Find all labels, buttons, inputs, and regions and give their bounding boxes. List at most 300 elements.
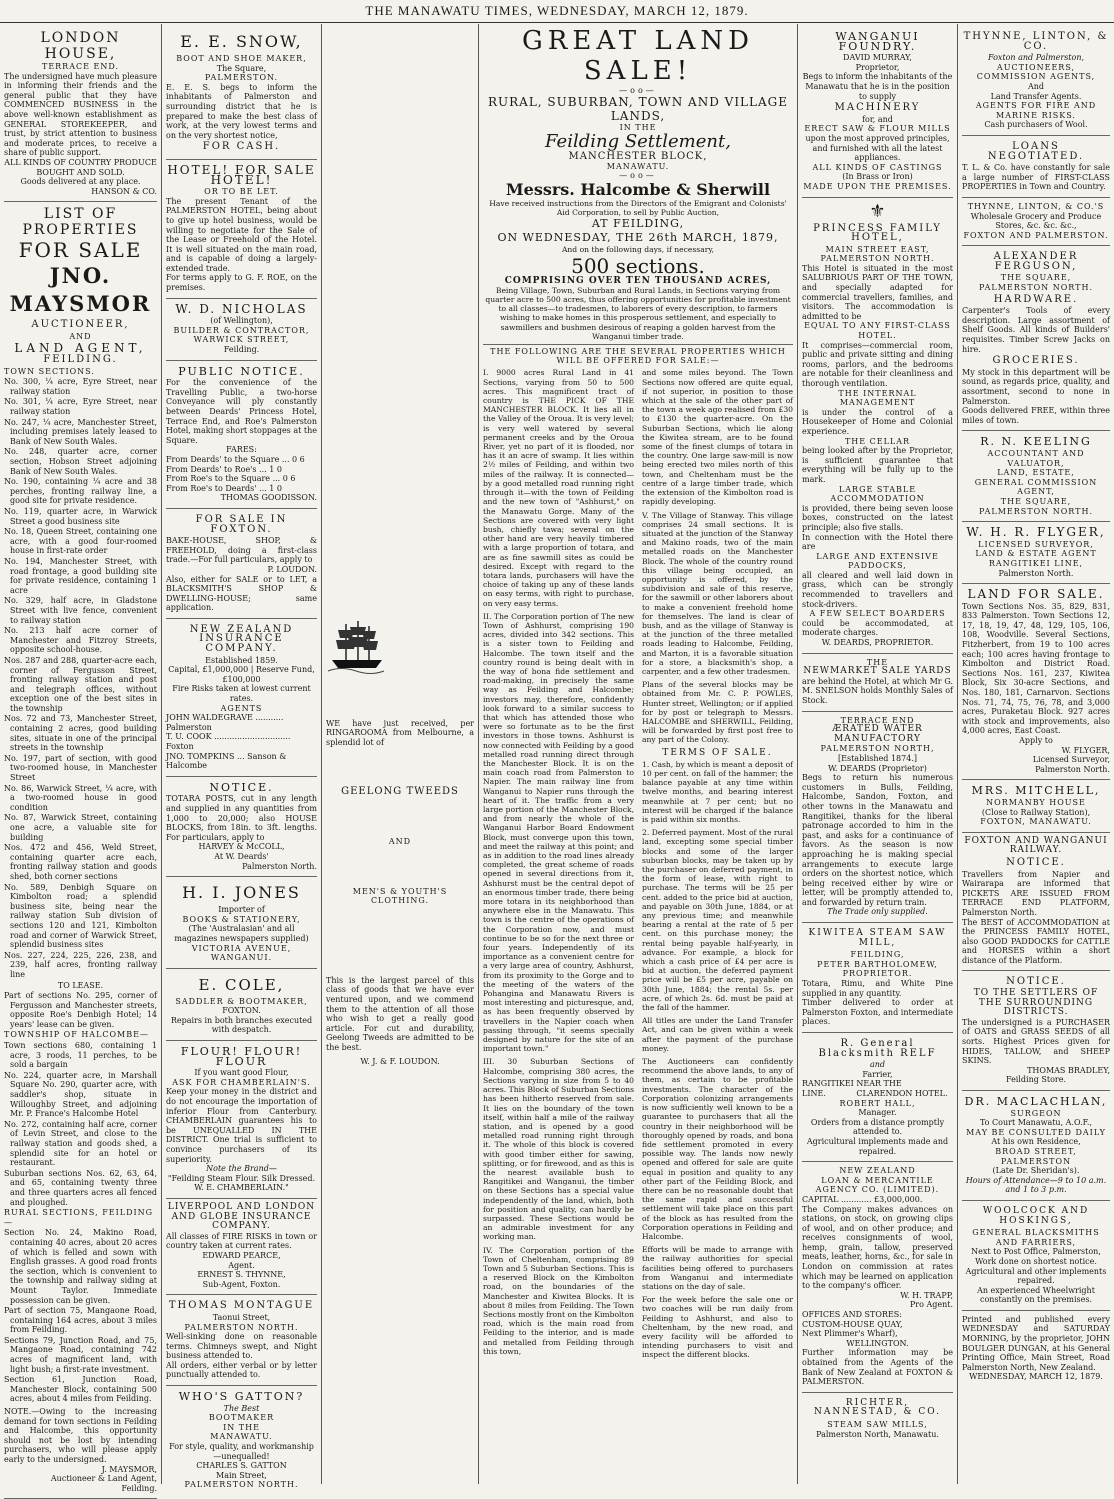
list-item: No. 119, quarter acre, in Warwick Street a good business site [4,507,157,526]
ad-line: AUCTIONEERS, COMMISSION AGENTS, [976,62,1096,82]
ad-line: The Trade only supplied. [827,907,928,917]
list-item: No. 197, part of section, with good two-roomed house, in Manchester Street [4,753,157,783]
ad-body: Orders from a distance promptly attended to. [810,1117,945,1137]
ad-line: for, and [862,114,893,124]
ad-title: LIVERPOOL AND LONDON AND GLOBE INSURANCE COMPANY. [167,1201,316,1232]
ad-body: WE have just received, per RINGAROOMA from Melbourne, a splendid lot of [326,718,474,747]
ad-title: R. General Blacksmith RELF [818,1038,937,1059]
ad-signature: EDWARD PEARCE, [202,1250,281,1260]
ad-title: MEN'S & YOUTH'S CLOTHING. [352,886,448,906]
ad-title: R. N. KEELING [980,435,1092,449]
column-7 [958,26,1114,1481]
ad-body: Keep your money in the district and do not encourage the importation of inferior Flour from Canterbury. CHAMBERLAIN guarantees his to be UNEQUALLED IN THE DISTRICT. One trial is sufficient to convince purchasers of its superiority. [166,1087,317,1164]
ad-title: LIST OF PROPERTIES [22,206,139,239]
ad-line: Established 1859. [205,655,278,665]
ad-title: THOMAS MONTAGUE [168,1300,315,1312]
ad-signature: Palmerston North. [1035,764,1110,774]
ad-line: LAND, ESTATE, [997,468,1075,478]
ad-line: BROAD STREET, PALMERSTON [995,1146,1077,1166]
ad-line: Farrier, [862,1069,893,1079]
ad-line: Capital, £1,000,000 | Reserve Fund, £100,000 [168,665,315,684]
ad-title: LOAN & MERCANTILE AGENCY CO. (LIMITED). [815,1175,940,1195]
agent-row: T. U. COOK .............................. Foxton [166,732,291,751]
ad-line: AND [69,331,92,341]
list-item: Sections 79, Junction Road, and 75, Mangaone Road, containing 742 acres of magnificent land, with light bush; a first-rate investment. [4,1335,157,1374]
list-item: Part of sections No. 295, corner of Fergusson and Manchester streets, opposite Roe's Denbigh Hotel; 14 years' lease can be given. [4,991,157,1029]
aerated-water-ad [802,712,953,923]
ad-line: Have received instructions from the Directors of the Emigrant and Colonists' Aid Corporation, to sell by Public Auction, [489,199,787,218]
ad-body: Begs to inform the inhabitants of the Manawatu that he is in the position to supply [802,72,953,101]
imprint [962,1311,1110,1387]
ad-title: HOTEL! FOR SALE HOTEL! [167,162,316,187]
ad-signature: Agent. [228,1260,255,1270]
ad-body: Travellers from Napier and Wairarapa are informed that PICKETS ARE ISSUED FROM TERRACE END PLATFORM, Palmerston North. [962,869,1110,917]
ad-title: FLOUR! FLOUR! FLOUR [180,1045,303,1068]
ad-body: Further information may be obtained from the Agents of the Bank of New Zealand at FOXTON & PALMERSTON. [802,1348,953,1387]
ad-body: Carpenter's Tools of every description. Large assortment of Shelf Goods. All kinds of Builders' requisites. Timber Screw Jacks on hire. [962,306,1110,354]
ad-line: THE SQUARE, [1000,496,1072,506]
list-item: Town sections 680, containing 1 acre, 3 roods, 11 perches, to be sold a bargain [4,1041,157,1070]
ad-title: W. D. NICHOLAS [175,301,308,316]
nz-insurance-ad [166,619,317,777]
ad-title: PUBLIC NOTICE. [178,364,305,378]
ad-line: CUSTOM-HOUSE QUAY, [802,1319,903,1329]
ad-signature: Auctioneer & Land Agent, [50,1474,157,1484]
ad-signature: CHARLES S. GATTON [196,1461,287,1471]
ad-signature: W. J. & F. LOUDON. [360,1056,440,1066]
ad-line: FEILDING, [850,950,905,960]
ad-line: MANAWATU. [606,161,670,171]
ad-body: Work done on shortest notice. Agricultural and other implements repaired. [965,1256,1107,1286]
ad-signature: Pro Agent. [909,1300,953,1310]
ad-line: NOTICE. [1006,976,1066,988]
ad-line: WARWICK STREET, [193,335,290,345]
ad-body: Begs to return his numerous customers in Bulls, Feilding, Halcombe, Sandon, Foxton, and other towns in the Manawatu and Rangitikei, thanks for the liberal patronage accorded to him in the past, and asks for a continuance of favors. As the season is now approaching he is making special arrangements to execute large orders on the shortest notice, which being received either by wire or letter, will be promptly attended to, and forwarded by return train. [802,773,953,907]
keeling-ad [962,431,1110,522]
ad-line: AGENTS [220,703,263,713]
ad-line: Apply to [1019,736,1053,745]
ad-line: A FEW SELECT BOARDERS [809,609,946,619]
relf-locations [802,1079,953,1098]
ad-signature: ERNEST S. THYNNE, [197,1270,286,1280]
kiwitea-ad [802,923,953,1033]
ad-line: ALL KINDS OF COUNTRY PRODUCE BOUGHT AND SOLD. [4,157,157,177]
ad-body: For the convenience of the Travelling Public, a two-horse Conveyance will ply constantly between Deards' Princess Hotel, Terrace End, and Roe's Palmerston Hotel, making short stoppages at the Square. [166,378,317,445]
ad-line: VICTORIA AVENUE, [191,943,292,953]
foundry-ad [802,26,953,198]
ad-line: To Court Manawatu, A.O.F., [979,1118,1093,1128]
ad-line: (Close to Railway Station), [981,807,1091,817]
ad-line: THE FOLLOWING ARE THE SEVERAL PROPERTIES WHICH WILL BE OFFERED FOR SALE:— [483,344,793,365]
ad-line: WANGANUI. [210,953,273,963]
ad-line: DAVID MURRAY, [843,53,912,63]
list-item: No. 329, half acre, in Gladstone Street with live fence, convenient to railway station [4,596,157,625]
maclachlan-ad [962,1091,1110,1201]
ad-signature: J. MAYSMOR, [101,1464,157,1474]
list-item: No. 224, quarter acre, in Marshall Square No. 290, quarter acre, with saddler's shop, situate in Willoughby Street, and adjoining Mr. P. France's Halcombe Hotel [4,1070,157,1119]
ad-body: In connection with the Hotel there are [802,532,953,552]
ad-line: LARGE STABLE ACCOMMODATION [830,484,925,504]
gatton-ad [166,1386,317,1495]
ad-line: MADE UPON THE PREMISES. [803,181,952,191]
ad-line: (Late Dr. Sheridan's). [992,1166,1080,1176]
ad-title: PRINCESS FAMILY HOTEL, [813,222,942,244]
ad-title: ÆRATED WATER MANUFACTORY [832,724,923,744]
ad-line: ERECT SAW & FLOUR MILLS [804,124,951,134]
ad-signature: HARVEY & McCOLL, [198,842,285,852]
ad-title: GREAT LAND SALE! [522,26,754,86]
list-item: No. 87, Warwick Street, containing one acre, a valuable site for building [4,813,157,842]
ad-line: ACCOUNTANT AND VALUATOR, [987,448,1085,468]
ornament: —oo— [619,170,657,180]
ad-line: EQUAL TO ANY FIRST-CLASS HOTEL. [804,321,951,341]
ad-body: Goods delivered FREE, within three miles of town. [962,406,1110,425]
property-item: and some miles beyond. The Town Sections now offered are quite equal, if not superior, in position to those which at the sale of the other part of the town a week ago realised from £30 to £130 the quarter-acre. On the Suburban Sections, which lie along the Kiwitea stream, are to be found some of the finest clumps of totara in the country. One large saw-mill is now being erected two miles north of this town, and Cheltenham must be the centre of a large timber trade, which the extension of the Kimbolton road is rapidly developing. [642,368,793,507]
ad-line: Palmerston North. [998,568,1074,578]
ad-signature: THOMAS BRADLEY, [1027,1065,1110,1075]
ad-body: could be accommodated, at moderate charges. [802,618,953,638]
ad-line: THE CELLAR [844,436,911,446]
section-heading: GROCERIES. [992,355,1080,367]
ad-title: W. H. R. FLYGER, [966,525,1106,540]
list-item: No. 86, Warwick Street, ¼ acre, with a two-roomed house in good condition [4,783,157,812]
ad-signature: HANSON & CO. [91,186,157,196]
maysmor-ad [4,202,157,1499]
ad-title: H. I. JONES [182,883,301,903]
ornament: —oo— [619,86,657,95]
column-3 [322,26,478,1481]
newmarket-ad [802,654,953,712]
ad-line: BOOKS & STATIONERY, [182,914,301,924]
ad-title: E. E. SNOW, [180,32,303,51]
property-item: III. 30 Suburban Sections of Halcombe, comprising 380 acres, the Sections varying in size from 5 to 40 acres. This Block of Suburban Sections has been hitherto reserved from sale. It lies on the boundary of the town itself, within half a mile of the railway station, and is opened by a good metalled road running right through it. The whole of this block is covered with good timber either for sawing, splitting, or for firewood, and as this is the nearest available bush to Rangitikei and Wanganui, the timber on these Sections has a special value independently of the land, which, both for position and quality, can hardly be surpassed. These Sections would be an admirable investment for any working man. [483,1057,634,1242]
ad-body: Timber delivered to order at Palmerston Foxton, and intermediate places. [802,998,953,1027]
ad-line: THE [866,657,889,667]
woolcock-ad [962,1201,1110,1311]
section-heading: TO LEASE. [57,980,104,990]
montague-ad [166,1295,317,1386]
ad-line: Next Plimmer's Wharf), [802,1329,898,1339]
list-item: No. 300, ¼ acre, Eyre Street, near railway station [4,377,157,396]
ad-body: Town Sections Nos. 35, 829, 831, 833 Palmerston. Town Sections 12, 17, 18, 19, 47, 48, 129, 105, 106, 108, Woodville. Several Sections, Fitzherbert, from 19 to 100 acres each; 100 acres having frontage to Kimbolton and District Road. Sections Nos. 161, 237, Kiwitea Block, Six 30-acre Sections, and Nos. 180, 181, Carnarvon. Sections Nos. 71, 74, 75, 76, 78, and 3,000 acres, Puraketau Block. 927 acres with stock and improvements, also 4,000 acres, East Coast. [962,601,1110,736]
section-heading: TERMS OF SALE. [662,747,773,758]
ad-line: FOXTON, MANAWATU. [980,817,1092,827]
list-item: Part of section 75, Mangaone Road, containing 164 acres, about 3 miles from Feilding. [4,1306,157,1335]
ad-line: Feilding. [223,345,260,355]
ad-body: upon the most approved principles, and furnished with all the latest appliances. [805,133,950,163]
imprint-text: Printed and published every WEDNESDAY and SATURDAY MORNING, by the proprietor, JOHN BOULGER DUNGAN, at his General Printing Office, Main Street, Road Palmerston North, New Zealand. [962,1314,1110,1372]
section-heading: TOWNSHIP OF HALCOMBE— [4,1030,149,1040]
ad-signature: W. FLYGER, [1061,745,1110,755]
foxton-sale-ad [166,509,317,619]
ad-title: E. COLE, [198,975,285,994]
ad-body: Well-sinking done on reasonable terms. Chimneys swept, and Night business attended to. [166,1332,317,1361]
ad-title: ALEXANDER FERGUSON, [993,251,1079,272]
ad-line: PETER BARTHOLOMEW, [817,959,938,969]
ad-line: AGENTS FOR FIRE AND MARINE RISKS. [975,101,1097,120]
ad-line: And on the following days, if necessary, [561,245,715,255]
ad-title: FOR SALE [18,238,143,263]
ad-body: My stock in this department will be sound, as regards price, quality, and assortment, second to none in Palmerston. [962,367,1110,406]
flour-ad [166,1041,317,1199]
ad-line: Foxton and Palmerston, [987,53,1085,63]
ad-line: ROBERT HALL, [839,1098,916,1108]
property-item: V. The Village of Stanway. This village comprises 24 small sections. It is situated at the junction of the Stanway and Makino roads, two of the main metalled roads on the Manchester Block. The whole of the country round this village being occupied, an opportunity is offered, by the subdivision and sale of this reserve, for the sawmill or other laborers about to make a convenient freehold home for themselves. The land is clear of bush, and as the village of Stanway is at the junction of the three metalled roads leading to Halcombe, Feilding, and Marton, it is a favorable situation for a store, a blacksmith's shop, a carpenter, and a few other tradesmen. [642,510,793,676]
ad-line: MANCHESTER BLOCK, [568,151,708,163]
ad-line: NOTICE. [1006,856,1066,868]
liverpool-insurance-ad [166,1199,317,1295]
ad-title: THYNNE, LINTON, & CO.'S [967,201,1105,211]
ad-line: Taonui Street, [212,1312,271,1322]
ad-body: Repairs in both branches executed with despatch. [170,1015,313,1035]
ad-title: DR. MACLACHLAN, [964,1095,1108,1108]
ad-title: GEELONG TWEEDS [341,786,459,798]
imprint-date: WEDNESDAY, MARCH 12, 1879. [969,1372,1103,1382]
ship-icon [326,616,386,676]
ferguson-ad [962,246,1110,431]
ad-line: FOXTON. [222,1006,261,1016]
relf-ad [802,1033,953,1162]
ad-body: All classes of FIRE RISKS in town or country taken at current rates. [166,1231,317,1251]
list-item: No. 18, Queen Street, containing one acre, with a good four-roomed house in first-rate order [4,527,157,556]
list-item: No. 301, ¼ acre, Eyre Street, near railway station [4,397,157,417]
ad-line: LARGE AND EXTENSIVE PADDOCKS, [816,551,939,571]
ad-body: The Company makes advances on stations, on stock, on growing clips of wool, and on other produce; and receives consignments of wool, hemp, grain, tallow, preserved meats, leather, horns, &c., for sale in London on commission at rates which may be learned on application to the company's officer. [802,1204,953,1291]
list-item: No. 248, quarter acre, corner section, Hobson Street adjoining Bank of New South Wales. [4,447,157,476]
ad-line: LAND & ESTATE AGENT [975,549,1097,559]
ad-title: NOTICE. [209,780,274,794]
ad-line: ON WEDNESDAY, THE 26th MARCH, 1879, [497,231,779,245]
ad-line: Importer of [218,905,265,915]
ad-body: For terms apply to G. F. ROE, on the premises. [166,273,317,293]
ad-title: FOXTON AND WANGANUI RAILWAY. [964,835,1108,856]
ad-line: IN THE [223,1422,260,1432]
ad-signature: W. DEARDS, PROPRIETOR. [821,638,934,648]
agent-row: JNO. TOMPKINS ... Sanson & Halcombe [166,751,287,771]
ad-line: WELLINGTON. [846,1338,909,1348]
terms-item: Efforts will be made to arrange with the railway authorities for special facilities being offered to purchasers from Wanganui and intermediate stations on the day of sale. [642,1245,793,1291]
ad-body: all cleared and well laid down in grass, which can be strongly recommended to travellers and stock-drivers. [802,570,953,609]
ad-title: Messrs. Halcombe & Sherwill [505,180,771,200]
ad-body: All orders, either verbal or by letter punctually attended to. [166,1360,317,1380]
ad-line: Fire Risks taken at lowest current rates. [172,684,311,704]
ad-body: are behind the Hotel, at which Mr G. M. SNELSON holds Monthly Sales of Stock. [802,676,953,705]
ad-line: COMPRISING OVER TEN THOUSAND ACRES, [504,275,772,286]
property-item: I. 9000 acres Rural Land in 41 Sections, varying from 50 to 500 acres. This magnificent tract of country is THE PICK OF THE MANCHESTER BLOCK. It lies all in the Valley of the Oroua. It is very level; is very well watered by several permanent creeks and by the Oroua River, yet no part of it is flooded, nor has it an acre of swamp. It lies within 2½ miles of Feilding, and within two miles of the railway. It is connected—by a good metalled road running right through it—with the town of Feilding and the new town of "Ashhurst," on the Manawatu Gorge. Many of the Sections are covered with very light bush, chiefly tawa; several on the other hand are very heavily timbered with a large proportion of totara, and are as fine sawmill sites as could be desired. Except with regard to the totara lands, purchasers will have the choice of taking up any of these lands on easy terms, with right to purchase, on very easy terms. [483,368,634,608]
ad-body: The undersigned is a PURCHASER of OATS and GRASS SEEDS of all sorts. Highest Prices given for HIDES, TALLOW, and SHEEP SKINS. [962,1017,1110,1066]
ad-body: For style, quality, and workmanship—unequalled! [169,1442,314,1461]
ad-line: FOR CASH. [202,141,281,153]
ad-line: Cash purchasers of Wool. [984,120,1088,130]
ad-line: AT FEILDING, [591,217,685,231]
ad-title: NEW ZEALAND [839,1166,916,1176]
ad-signature: Feilding. [121,1483,157,1493]
ad-line: ALL KINDS OF CASTINGS [812,162,943,172]
ad-line: MAY BE CONSULTED DAILY [966,1127,1106,1137]
ad-signature: Palmerston North. [242,861,317,871]
ad-line: Palmerston North, Manawatu. [816,1429,939,1439]
snow-ad [166,26,317,160]
ad-body: The present Tenant of the PALMERSTON HOTEL, being about to give up hotel business, would be willing to negotiate for the Sale of the Lease or Freehold of the Hotel. It is well situated on the main road, and is capable of doing a largely-extended trade. [166,196,317,273]
ad-line: Note the Brand— [206,1164,277,1174]
ad-line: MACHINERY [834,102,921,114]
ad-line: GENERAL COMMISSION AGENT, [974,477,1098,497]
property-item: IV. The Corporation portion of the Town of Cheltenham, comprising 89 Town and 5 Suburban Sections. This is a reserved Block on the Kimbolton road, on the boundaries of the Manchester and Kiwitea Blocks. It is about 8 miles from Feilding. The Town Sections mostly front on the Kimbolton road, which is the main road from Feilding to the interior, and is made and metalled from Feilding through this town, [483,1245,634,1356]
ad-body: BAKE-HOUSE, SHOP, & FREEHOLD, doing a first-class trade.—For full particulars, apply to [166,536,317,565]
ad-line: The Square, [216,63,267,73]
column-2 [162,26,321,1490]
ad-title: LOANS NEGOTIATED. [987,140,1085,162]
ad-line: SURGEON [1010,1108,1062,1118]
land-for-sale-ad [962,584,1110,780]
ad-line: Land Transfer Agents. [990,91,1082,101]
ad-body: Agricultural implements made and repaired. [806,1136,949,1156]
crest-icon: ⚜ [869,200,886,222]
ad-line: FARES: [226,445,257,455]
ad-line: (The 'Australasian' and all magazines newspapers supplied) [174,924,309,943]
thynne-stores-ad [962,198,1110,246]
ad-line: "Feilding Steam Flour. Silk Dressed. W. E. CHAMBERLAIN." [167,1173,316,1193]
column-6 [798,26,957,1481]
ad-line: If you want good Flour, [194,1068,289,1078]
ad-line: And [1027,81,1045,91]
list-item: No. 194, Manchester Street, with road frontage, a good building site for private residence, containing 1 acre [4,556,157,595]
ad-body: The BEST of ACCOMMODATION at the PRINCESS FAMILY HOTEL, also GOOD PADDOCKS for CATTLE and HORSES within a short distance of the Platform. [962,917,1110,965]
ad-signature: Sub-Agent, Foxton. [202,1279,281,1289]
ad-line: Next to Post Office, Palmerston, [971,1247,1101,1257]
ad-line: BOOT AND SHOE MAKER, [176,54,307,63]
ad-signature: Feilding Store. [1005,1075,1067,1085]
ad-line: LICENSED SURVEYOR, [978,539,1094,549]
ad-line: (In Brass or Iron) [842,172,913,182]
column-1 [0,26,161,1493]
ad-body: being looked after by the Proprietor, is sufficient guarantee that everything will be fully up to the mark. [802,446,953,484]
ad-title: RICHTER, NANNESTAD, & CO. [814,1397,941,1418]
ad-body: This is the largest parcel of this class of goods that we have ever ventured upon, and we commend them to the attention of all those who wish to get a really good article. For cut and durability, Geelong Tweeds are admitted to be the best. [326,975,474,1052]
ad-title: WHO'S GATTON? [178,1390,305,1404]
ad-line: THE INTERNAL MANAGEMENT [838,388,917,408]
list-item: Section 61, Junction Road, Manchester Block, containing 500 acres, about 4 miles from Feilding. [4,1375,157,1404]
ad-signature: Licensed Surveyor, [1032,755,1110,765]
ad-line: PALMERSTON NORTH. [184,1322,299,1332]
ad-line: RURAL, SUBURBAN, TOWN AND VILLAGE LANDS, [487,95,789,124]
list-item: Suburban sections Nos. 62, 63, 64, and 65, containing twenty three and three quarters acres all fenced and ploughed. [4,1168,157,1207]
nz-loan-ad [802,1162,953,1393]
ad-line: NEAR THE CLARENDON HOTEL. [856,1079,948,1098]
loudon-ad [326,616,474,1066]
ad-line: Goods delivered at any place. [20,177,141,187]
ad-body: is provided, there being seven loose boxes, constructed on the latest principle; also five stalls. [802,503,953,532]
ad-body: Wholesale Grocery and Produce Stores, &c. &c. &c., [970,211,1102,231]
ad-title: JNO. MAYSMOR [9,263,152,317]
ad-note: NOTE.—Owing to the increasing demand for town sections in Feilding and Halcombe, this opportunity should not be lost by intending purchasers, who will please apply early to the undersigned. [4,1407,157,1464]
ad-body: Being Village, Town, Suburban and Rural Lands, in Sections varying from quarter acre to 500 acres, thus offering opportunities for profitable investment to all classes—to tradesmen, to laborers of every description, to farmers wishing to make homes in this prosperous settlement, and especially to sawmillers and bushmen desirous of reaping a golden harvest from the Wanganui timber trade. [485,285,791,341]
ad-line: PALMERSTON NORTH. [978,506,1093,516]
jones-ad [166,877,317,969]
ad-body: The undersigned have much pleasure in informing their friends and the general public that they have COMMENCED BUSINESS in the above well-known establishment as GENERAL STOREKEEPER, and trust, by strict attention to business and moderate prices, to receive a share of public support. [4,71,157,158]
blank-space [326,26,474,616]
ad-title: Feilding Settlement, [545,131,731,153]
ad-line: BOOTMAKER [208,1413,275,1423]
ad-body: Totara, Rimu, and White Pine supplied in any quantity. [802,979,953,998]
ad-line: PALMERSTON NORTH. [978,283,1093,293]
terms-item: 1. Cash, by which is meant a deposit of 10 per cent. on fall of the hammer; the balance payable at any time within twelve months, and bearing interest meanwhile at 7 per cent; but no interest will be charged if the balance is paid within six months. [642,759,793,824]
princess-hotel-ad [802,198,953,654]
ad-title: 500 sections. [571,253,705,278]
ad-body: T. L. & Co. have constantly for sale a large number of FIRST-CLASS PROPERTIES in Town and Country. [962,163,1110,192]
thynne-ad [962,26,1110,136]
london-house-ad [4,26,157,202]
ad-title: WANGANUI FOUNDRY. [835,30,920,53]
ad-line: GENERAL BLACKSMITHS AND FARRIERS, [972,1228,1100,1247]
ad-line: TERRACE END [840,715,915,725]
ad-signature: PALMERSTON NORTH. [184,1480,299,1490]
list-item: No. 272, containing half acre, corner of Levin Street, and close to the railway station and goods shed, a splendid site for an hotel or restaurant. [4,1119,157,1168]
ad-title: TO THE SETTLERS OF THE SURROUNDING DISTRICTS. [973,988,1099,1018]
ad-title: FOR SALE IN FOXTON. [195,513,288,535]
ad-line: Proprietor, [855,62,900,72]
ad-line: At his own Residence, [991,1137,1081,1147]
ad-line: FEILDING. [43,354,118,366]
ad-line: (of Wellington), [210,316,273,326]
list-item: Section No. 24, Makino Road, containing 40 acres, about 20 acres of which is felled and sown with English grasses. A good road fronts the section, which is convenient to the township and railway siding at Mount Taylor. Immediate possession can be given. [4,1228,157,1305]
fare-row: From Deards' to the Square ... 0 6 [166,454,305,464]
list-item: No. 589, Denbigh Square on Kimbolton road; a splendid business site, being near the railway station Sub division of sections 120 and 121, Kimbolton road and corner of Warwick Street, splendid business sites [4,882,157,950]
ad-body: TOTARA POSTS, cut in any length and supplied in any quantities from 1,000 to 20,000; also HOUSE BLOCKS, from 18in. to 3ft. lengths. For particulars, apply to [166,794,317,842]
ad-line: PALMERSTON. [204,73,279,83]
masthead: THE MANAWATU TIMES, WEDNESDAY, MARCH 12, 1879. [0,0,1114,23]
list-item: Nos. 227, 224, 225, 226, 238, and 239, half acres, fronting railway line [4,950,157,979]
ad-title: LAND FOR SALE. [967,587,1105,602]
ad-title: THYNNE, LINTON, & CO. [963,31,1109,52]
hotel-sale-ad [166,160,317,299]
ad-title: WOOLCOCK AND HOSKINGS, [982,1205,1090,1226]
terms-item: All titles are under the Land Transfer Act, and can be given within a week after the payment of the purchase money. [642,1016,793,1053]
ad-line: AND [388,836,412,846]
property-item: Plans of the several blocks may be obtained from Mr. C. P. POWLES, Hunter street, Wellington; or if applied for by post or telegraph to Messrs. HALCOMBE and SHERWILL, Feilding, will be forwarded by first post free to any part of the Colony. [642,680,793,745]
ad-body: It comprises—commercial room, public and private sitting and dining rooms, parlors, and the bedrooms are notable for their cleanliness and thorough ventilation. [802,340,953,388]
loans-ad [962,136,1110,198]
ad-title: LONDON HOUSE, [40,30,121,62]
list-item: No. 247, ¼ acre, Manchester Street, including premises lately leased to Bank of New South Wales. [4,417,157,446]
fare-row: From Deards' to Roe's ... 1 0 [166,464,282,474]
ad-line: LAND AGENT, [14,340,147,355]
richter-ad [802,1393,953,1444]
list-item: No. 190, containing ¼ acre and 38 perches, fronting railway line, a good site for private residence. [4,477,157,506]
totara-notice-ad [166,777,317,877]
foxton-railway-ad [962,833,1110,972]
ad-line: The Best [223,1403,260,1413]
ad-line: Hours of Attendance—9 to 10 a.m. and 1 to 3 p.m. [965,1175,1107,1195]
public-notice-ad [166,361,317,509]
ad-line: THE SQUARE, [1000,273,1072,283]
ad-line: CAPITAL ............ £3,000,000. [802,1194,923,1204]
section-heading: TOWN SECTIONS. [4,366,95,376]
ad-line: NORMANBY HOUSE [986,797,1086,807]
ad-body: is under the control of a Housekeeper of Home and Colonial experience. [802,407,953,436]
ad-subtitle: TERRACE END. [41,62,119,71]
fare-row: From Roe's to the Square ... 0 6 [166,474,296,484]
agent-row: JOHN WALDEGRAVE ........... Palmerston [166,713,284,732]
ad-title: NEW ZEALAND INSURANCE COMPANY. [189,623,294,655]
fare-row: From Roe's to Deards' ... 1 0 [166,483,282,493]
ad-body: Also, either for SALE or to LET, a BLACKSMITH'S SHOP & DWELLING-HOUSE; same application. [166,574,317,613]
ad-line: OFFICES AND STORES: [802,1310,902,1320]
terms-item: The Auctioneers can confidently recommend the above lands, to any of them, as certain to be profitable investments. The character of the Corporation colonizing arrangements is now sufficiently well known to be a guarantee to purchasers that all the country in their neighborhood will be thoroughly opened by roads, and bona fide settlement promoted in every possible way. The lands now newly opened and offered for sale are quite equal in position and quality to any other part of the Feilding Block, and there can be no reasonable doubt that the same rapid and successful settlement will take place on this part of the block as has resulted from the Corporation operations in Feilding and Halcombe. [642,1057,793,1241]
ad-line: PALMERSTON NORTH. [820,254,935,264]
nicholas-ad [166,299,317,361]
ad-signature: W. H. TRAPP, [900,1290,953,1300]
